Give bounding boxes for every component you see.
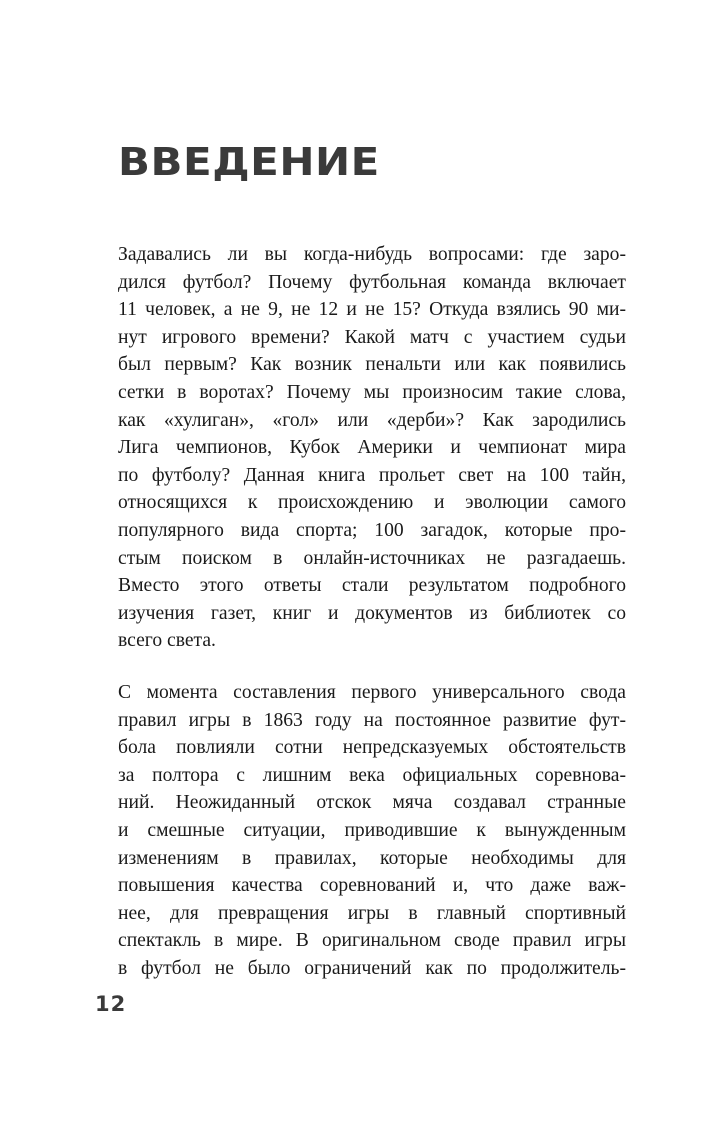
text-line: сетки в воротах? Почему мы произносим такие слова, xyxy=(118,381,626,403)
text-line: повышения качества соревнований и, что даже важ- xyxy=(118,875,626,897)
text-line: правил игры в 1863 году на постоянное развитие фут- xyxy=(118,709,626,731)
text-line: по футболу? Данная книга прольет свет на 100 тайн, xyxy=(118,464,626,486)
text-line: С момента составления первого универсального свода xyxy=(118,682,626,703)
paragraph-2 xyxy=(118,679,626,983)
text-line: дился футбол? Почему футбольная команда включает xyxy=(118,271,626,293)
text-line: стым поиском в онлайн-источниках не разгадаешь. xyxy=(118,547,626,569)
text-line: Вместо этого ответы стали результатом подробного xyxy=(118,575,626,597)
text-line: нее, для превращения игры в главный спортивный xyxy=(118,902,626,924)
text-line: бола повлияли сотни непредсказуемых обстоятельств xyxy=(118,737,626,759)
text-line: ний. Неожиданный отскок мяча создавал странные xyxy=(118,792,626,814)
text-line: спектакль в мире. В оригинальном своде правил игры xyxy=(118,930,626,952)
chapter-title: ВВЕДЕНИЕ xyxy=(118,139,380,185)
text-line: изучения газет, книг и документов из библиотек со xyxy=(118,602,626,624)
text-line: Задавались ли вы когда-нибудь вопросами: где заро- xyxy=(118,244,626,265)
paragraph-1 xyxy=(118,241,626,655)
text-line: был первым? Как возник пенальти или как появились xyxy=(118,354,626,376)
text-line: как «хулиган», «гол» или «дерби»? Как зародились xyxy=(118,409,626,431)
text-line: нут игрового времени? Какой матч с участием судьи xyxy=(118,326,626,348)
text-line: 11 человек, а не 9, не 12 и не 15? Откуда взялись 90 ми- xyxy=(118,299,626,321)
text-line: и смешные ситуации, приводившие к вынужденным xyxy=(118,819,626,841)
text-line: за полтора с лишним века официальных соревнова- xyxy=(118,764,626,786)
text-line: популярного вида спорта; 100 загадок, которые про- xyxy=(118,519,626,541)
text-line: в футбол не было ограничений как по продолжитель- xyxy=(118,957,626,979)
text-line: Лига чемпионов, Кубок Америки и чемпионат мира xyxy=(118,437,626,459)
text-line: относящихся к происхождению и эволюции самого xyxy=(118,492,626,514)
text-line: всего света. xyxy=(118,630,216,652)
text-line: изменениям в правилах, которые необходимы для xyxy=(118,847,626,869)
page-number: 12 xyxy=(95,992,127,1016)
